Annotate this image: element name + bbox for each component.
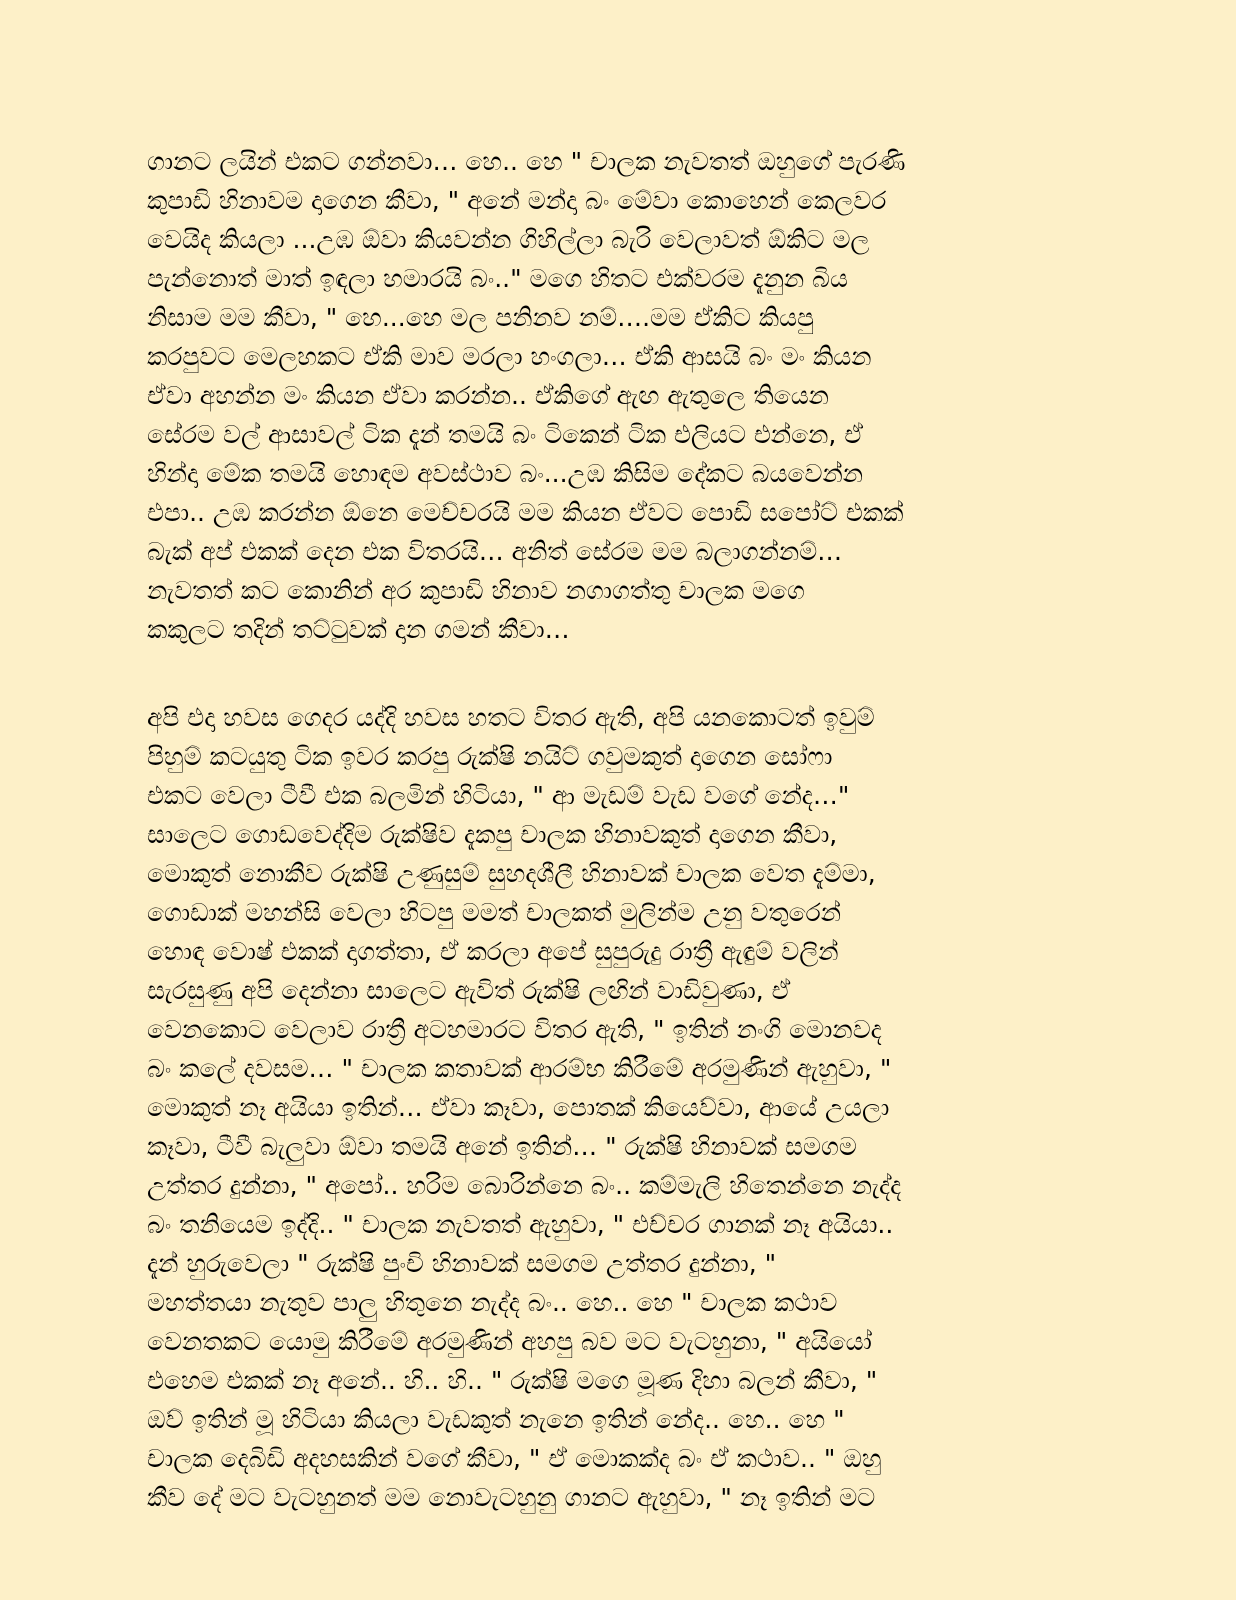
text-line: මොකුත් නොකීව රුක්ෂි උණුසුම් සුහදශීලී හිනාවක් චාලක වෙත දැම්මා, (147, 859, 876, 888)
text-line: බං තනියෙම ඉද්දි.. " චාලක නැවතත් ඇහුවා, " එච්චර ගානක් නෑ අයියා.. (147, 1210, 894, 1239)
text-line: එකට වෙලා ටීවී එක බලමින් හිටියා, " ආ මැඩම් වැඩ වගේ නේද…" (147, 781, 850, 810)
text-line: සාලෙට ගොඩවෙද්දිම රුක්ෂිව දැකපු චාලක හිනාවකුත් දාගෙන කීවා, (147, 820, 838, 849)
text-line: අපි එදා හවස ගෙදර යද්දි හවස හතට විතර ඇති, අපි යනකොටත් ඉවුම් (147, 703, 875, 732)
text-line: වෙයිද කියලා ...උඹ ඕවා කියවන්න ගිහිල්ලා බැරි වෙලාවත් ඕකිට මල (147, 225, 870, 254)
text-line: බැක් අප් එකක් දෙන එක විතරයි… අනිත් සේරම මම බලාගන්නම්… (147, 537, 843, 566)
text-line: උත්තර දුන්නා, " අපෝ.. හරිම බොරින්නෙ බං.. කම්මැලි හිතෙන්නෙ නැද්ද (147, 1171, 902, 1200)
text-line: නැවතත් කට කොනින් අර කුපාඩි හිනාව නගාගත්තු චාලක මගෙ (147, 576, 805, 605)
paragraph-2 (147, 698, 1092, 1517)
text-line: හින්දා මේක තමයි හොඳම අවස්ථාව බං...උඹ කිසිම දේකට බයවෙන්න (147, 459, 864, 488)
paragraph-1 (147, 142, 1092, 649)
text-line: ගොඩාක් මහන්සි වෙලා හිටපු මමත් චාලකත් මුලින්ම උනු වතුරෙන් (147, 898, 842, 927)
text-line: මොකුත් නෑ අයියා ඉතින්… ඒවා කෑවා, පොතක් කියෙව්වා, ආයේ උයලා (147, 1093, 890, 1122)
text-line: බං කලේ දවසම… " චාලක කතාවක් ආරම්භ කිරීමේ අරමුණින් ඇහුවා, " (147, 1054, 892, 1083)
text-line: ඒවා අහන්න මං කියන ඒවා කරන්න.. ඒකිගේ ඇඟ ඇතුලෙ තියෙන (147, 381, 829, 410)
text-line: කුපාඩි හිනාවම දාගෙන කීවා, " අනේ මන්දා බං මේවා කොහෙන් කෙලවර (147, 186, 887, 215)
text-line: වෙනකොට වෙලාව රාත්‍රී අටහමාරට විතර ඇති, " ඉතින් නංගි මොනවද (147, 1015, 882, 1044)
text-line: ඔව් ඉතින් මූ හිටියා කියලා වැඩකුත් නැනෙ ඉතින් නේද.. හෙ.. හෙ " (147, 1405, 845, 1434)
text-line: කකුලට තදින් තට්ටුවක් දාන ගමන් කීවා… (147, 615, 570, 644)
text-line: කරපුවට මෙලහකට ඒකි මාව මරලා හංගලා… ඒකි ආසයි බං මං කියන (147, 342, 872, 371)
text-line: එහෙම එකක් නෑ අනේ.. හි.. හි.. " රුක්ෂි මගෙ මූණ දිහා බලන් කීවා, " (147, 1366, 878, 1395)
text-line: පිහුම් කටයුතු ටික ඉවර කරපු රුක්ෂි නයිට් ගවුමකුත් දාගෙන සෝෆා (147, 742, 833, 771)
text-line: හොඳ වොෂ් එකක් දාගත්තා, ඒ කරලා අපේ සුපුරුදු රාත්‍රී ඇඳුම් වලින් (147, 937, 839, 966)
text-line: එපා.. උඹ කරන්න ඕනෙ මෙච්චරයි මම කියන ඒවට පොඩි සපෝට් එකක් (147, 498, 904, 527)
paragraph-gap (147, 649, 1092, 698)
text-line: මහත්තයා නැතුව පාලු හිතුනෙ නැද්ද බං.. හෙ.. හෙ " චාලක කථාව (147, 1288, 838, 1317)
text-line: සැරසුණු අපි දෙන්නා සාලෙට ඇවිත් රුක්ෂි ලඟින් වාඩිවුණා, ඒ (147, 976, 791, 1005)
text-line: නිසාම මම කීවා, " හෙ...හෙ මල පනිනව නම්….මම ඒකිට කියපු (147, 303, 814, 332)
text-line: වෙනතකට යොමු කිරීමේ අරමුණින් අහපු බව මට වැටහුනා, " අයියෝ (147, 1327, 872, 1356)
text-line: දැන් හුරුවෙලා " රුක්ෂි පුංචි හිනාවක් සමගම උත්තර දුන්නා, " (147, 1249, 777, 1278)
text-line: ගානට ලයින් එකට ගන්නවා… හෙ.. හෙ " චාලක නැවතත් ඔහුගේ පැරණි (147, 147, 906, 176)
text-line: සේරම වල් ආසාවල් ටික දැන් තමයි බං ටිකෙන් ටික එලියට එන්නෙ, ඒ (147, 420, 863, 449)
text-line: චාලක දෙබිඩි අදහසකින් වගේ කීවා, " ඒ මොකක්ද බං ඒ කථාව.. " ඔහු (147, 1444, 882, 1473)
text-line: පැන්නොත් මාත් ඉඳලා හමාරයි බං.." මගෙ හිතට එක්වරම දැනුන බිය (147, 264, 848, 293)
text-line: කෑවා, ටීවී බැලුවා ඕවා තමයි අනේ ඉතින්… " රුක්ෂි හිනාවක් සමගම (147, 1132, 857, 1161)
text-line: කීව දේ මට වැටහුනත් මම නොවැටහුනු ගානට ඇහුවා, " නෑ ඉතින් මට (147, 1483, 876, 1512)
story-page (147, 142, 1092, 1562)
